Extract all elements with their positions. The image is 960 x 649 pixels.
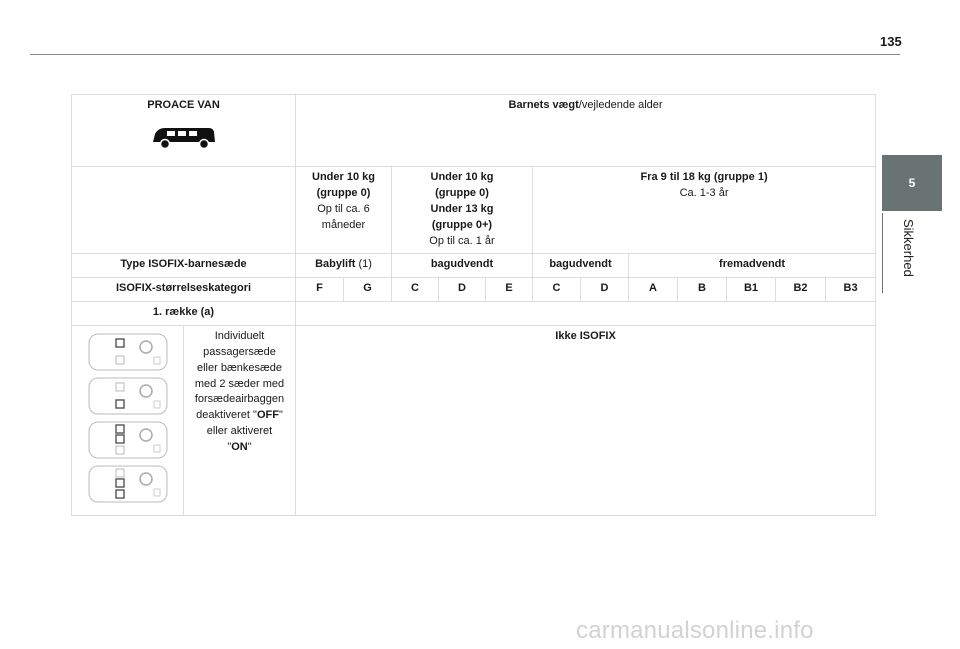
seat-description: eller bænkesæde bbox=[197, 361, 282, 374]
weight-header-bold: Barnets vægt bbox=[508, 99, 579, 111]
row-label-fill bbox=[296, 301, 876, 325]
weight-header-rest: /vejledende alder bbox=[578, 99, 663, 111]
seat-description: forsædeairbaggen bbox=[194, 393, 285, 406]
group-text: (gruppe 0) bbox=[316, 186, 371, 199]
babylift-label: Babylift bbox=[315, 257, 356, 270]
type-value: bagudvendt bbox=[392, 253, 533, 277]
seat-description: passagersæde bbox=[203, 345, 276, 358]
seat-layout-diagram bbox=[88, 333, 168, 371]
group-0plus-cell bbox=[392, 167, 533, 254]
group-text: Fra 9 til 18 kg (gruppe 1) bbox=[640, 171, 768, 183]
vehicle-cell bbox=[72, 95, 296, 167]
seat-description-cell bbox=[184, 325, 296, 515]
row-label: 1. række (a) bbox=[72, 301, 296, 325]
seat-description: " bbox=[278, 409, 283, 422]
babylift-cell bbox=[296, 253, 392, 277]
header-rule bbox=[30, 54, 900, 55]
type-value: fremadvendt bbox=[629, 253, 876, 277]
seat-description: deaktiveret " bbox=[196, 409, 257, 422]
isofix-table bbox=[71, 94, 876, 516]
group-0-cell bbox=[296, 167, 392, 254]
empty-cell bbox=[72, 167, 296, 254]
group-text: Under 10 kg bbox=[312, 171, 375, 183]
on-label: ON bbox=[231, 441, 248, 454]
seat-description: " bbox=[227, 441, 232, 454]
seat-description: Individuelt bbox=[214, 329, 265, 342]
page-number: 135 bbox=[880, 34, 902, 49]
group-text: (gruppe 0) bbox=[435, 186, 489, 199]
seat-diagram-cell bbox=[72, 325, 184, 515]
seat-description: med 2 sæder med bbox=[194, 377, 285, 390]
babylift-note: (1) bbox=[355, 257, 372, 270]
size-value: E bbox=[486, 277, 533, 301]
seat-description-line bbox=[186, 408, 293, 424]
section-label-box bbox=[882, 213, 942, 293]
watermark: carmanualsonline.info bbox=[576, 617, 814, 644]
size-value: A bbox=[629, 277, 678, 301]
vehicle-title: PROACE VAN bbox=[147, 99, 220, 111]
group-age: Op til ca. 1 år bbox=[429, 234, 495, 247]
off-label: OFF bbox=[256, 409, 279, 422]
seat-description: " bbox=[247, 441, 252, 454]
weight-header-cell bbox=[296, 95, 876, 167]
group-age: Ca. 1-3 år bbox=[679, 186, 729, 199]
type-value: bagudvendt bbox=[533, 253, 629, 277]
size-value: B1 bbox=[727, 277, 776, 301]
size-value: C bbox=[392, 277, 439, 301]
group-text: Under 10 kg bbox=[430, 171, 494, 183]
size-value: B3 bbox=[826, 277, 876, 301]
seat-layout-diagram bbox=[88, 465, 168, 503]
size-value: B bbox=[678, 277, 727, 301]
seat-value: Ikke ISOFIX bbox=[296, 325, 876, 515]
seat-description-line bbox=[186, 440, 293, 456]
section-label: Sikkerhed bbox=[901, 219, 916, 277]
section-number: 5 bbox=[882, 155, 942, 211]
group-age: Op til ca. 6 bbox=[317, 202, 370, 215]
group-text: (gruppe 0+) bbox=[431, 218, 493, 231]
group-text: Under 13 kg bbox=[430, 202, 494, 215]
size-value: C bbox=[533, 277, 581, 301]
size-value: F bbox=[296, 277, 344, 301]
seat-layout-diagram bbox=[88, 377, 168, 415]
group-1-cell bbox=[533, 167, 876, 254]
section-tab bbox=[882, 155, 942, 277]
size-row-label: ISOFIX-størrelseskategori bbox=[72, 277, 296, 301]
seat-description: eller aktiveret bbox=[206, 425, 273, 438]
size-value: G bbox=[344, 277, 392, 301]
type-row-label: Type ISOFIX-barnesæde bbox=[72, 253, 296, 277]
van-icon bbox=[149, 122, 219, 150]
seat-layout-diagram bbox=[88, 421, 168, 459]
size-value: D bbox=[581, 277, 629, 301]
size-value: B2 bbox=[776, 277, 826, 301]
size-value: D bbox=[439, 277, 486, 301]
group-age: måneder bbox=[321, 218, 366, 231]
